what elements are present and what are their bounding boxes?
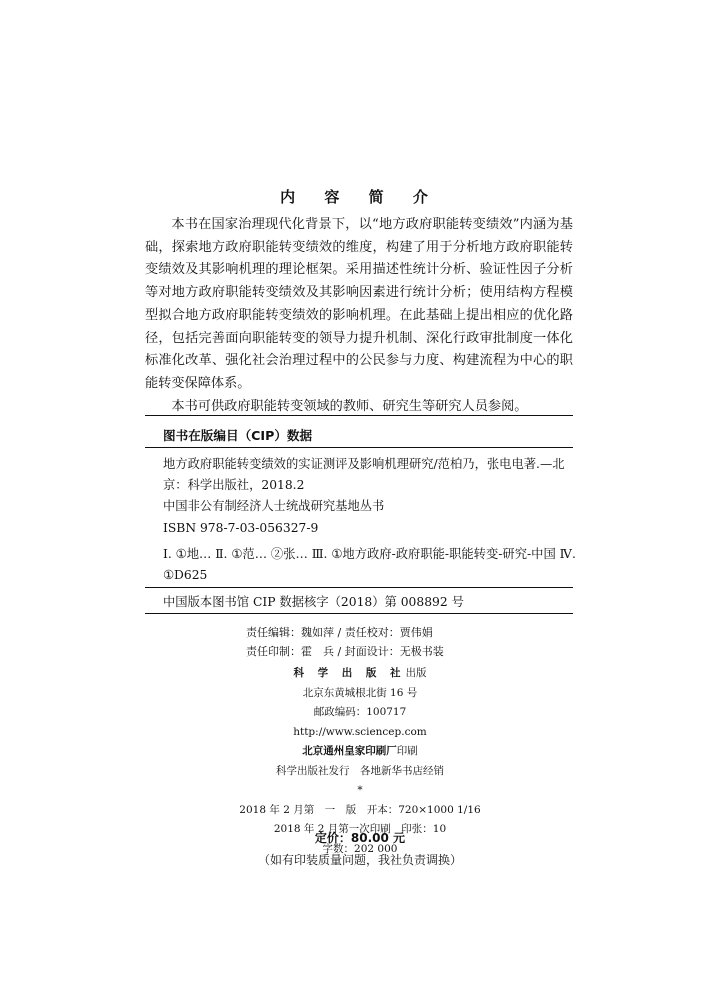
summary-paragraph-2: 本书可供政府职能转变领域的教师、研究生等研究人员参阅。 [171,398,528,414]
page-title: 内 容 简 介 [280,188,440,206]
cip-isbn: ISBN 978-7-03-056327-9 [163,520,319,535]
printer-name: 北京通州皇家印刷厂 [302,745,397,757]
distribution: 科学出版社发行 各地新华书店经销 [276,764,444,777]
publisher-line [0,664,720,684]
publisher-url: http://www.sciencep.com [293,725,427,738]
divider-top [145,415,573,416]
summary-paragraph-1: 本书在国家治理现代化背景下，以“地方政府职能转变绩效”内涵为基础，探索地方政府职能转变绩效的维度，构建了用于分析地方政府职能转变绩效及其影响机理的理论框架。采用描述性统计分析、验证性因子分析等对地方政府职能转变绩效及其影响因素进行统计分析；使用结构方程模型拟合地方政府职能转变绩效的影响机理。在此基础上提出相应的优化路径，包括完善面向职能转变的领导力提升机制、深化行政审批制度一体化标准化改革、强化社会治理过程中的公民参与力度、构建流程为中心的职能转变保障体系。 [145,217,573,391]
printing-info: 2018 年 2 月第一次印刷 印张：10 [273,823,447,835]
cip-series: 中国非公有制经济人士统战研究基地丛书 [163,499,385,514]
cip-title-line: 地方政府职能转变绩效的实证测评及影响机理研究/范柏乃，张电电著.—北京：科学出版社，2018.2 [163,457,565,493]
publisher-suffix: 出版 [405,667,427,679]
divider-cip-record [145,587,573,588]
edition-info: 2018 年 2 月第 一 版 开本：720×1000 1/16 [239,803,481,816]
cip-header: 图书在版编目（CIP）数据 [163,428,313,443]
book-summary [145,214,573,418]
printer-line [0,742,720,762]
separator-star: * [357,784,363,796]
price: 定价：80.00 元 [314,831,406,845]
credits-line-2: 责任印制：霍 兵 / 封面设计：无极书装 [246,645,444,658]
publisher-logo: 科 学 出 版 社 [293,667,406,679]
publisher-postcode: 邮政编码：100717 [313,706,407,718]
divider-cip [145,447,573,448]
word-count: 字数：202 000 [322,842,398,855]
cip-record: 中国版本图书馆 CIP 数据核字（2018）第 008892 号 [163,595,464,609]
printer-suffix: 印刷 [396,745,418,757]
cip-data [163,454,579,586]
credits-line-1: 责任编辑：魏如萍 / 责任校对：贾伟娟 [246,626,433,639]
divider-bottom [145,613,573,614]
cip-classification: Ⅰ. ①地… Ⅱ. ①范… ②张… Ⅲ. ①地方政府-政府职能-职能转变-研究-中国 Ⅳ. ①D625 [163,546,576,583]
quality-notice: （如有印装质量问题，我社负责调换） [257,853,462,867]
staff-credits [246,623,444,661]
publisher-address: 北京东黄城根北街 16 号 [302,686,418,699]
